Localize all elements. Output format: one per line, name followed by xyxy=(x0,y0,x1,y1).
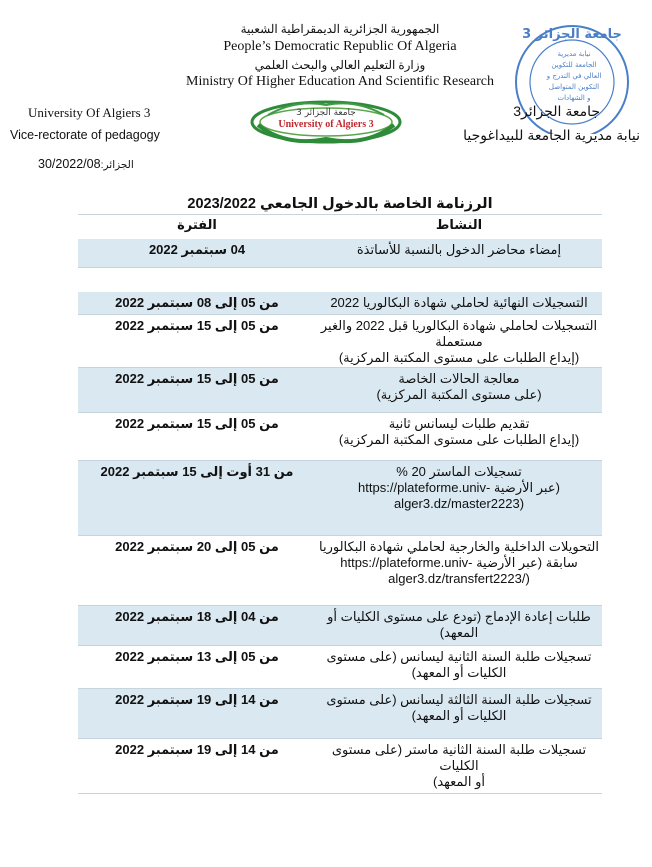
schedule-table xyxy=(78,215,602,794)
logo-text-arabic: جامعة الجزائر 3 xyxy=(296,108,356,118)
activity-line: (/alger3.dz/transfert2223 xyxy=(388,571,530,586)
activity-cell xyxy=(316,292,602,314)
ministry-name-english: Ministry Of Higher Education And Scientific Research xyxy=(186,74,494,89)
period-cell: من 05 إلى 13 سبتمبر 2022 xyxy=(115,649,279,664)
activity-cell xyxy=(316,646,602,688)
stamp-inner-line-5: و الشهادات xyxy=(557,94,591,102)
period-cell: من 05 إلى 20 سبتمبر 2022 xyxy=(115,539,279,554)
activity-line: معالجة الحالات الخاصة xyxy=(398,371,520,386)
table-spacer xyxy=(78,268,602,292)
activity-line: التسجيلات النهائية لحاملي شهادة البكالوريا 2022 xyxy=(330,295,588,310)
activity-cell xyxy=(316,739,602,793)
table-row xyxy=(78,368,602,413)
activity-line: تسجيلات طلبة السنة الثانية ليسانس (على مستوى xyxy=(326,649,592,664)
activity-line: إمضاء محاضر الدخول بالنسبة للأساتذة xyxy=(356,242,562,257)
activity-cell xyxy=(316,536,602,605)
activity-line: تسجيلات طلبة السنة الثانية ماستر (على مستوى الكليات xyxy=(331,742,587,773)
vice-rectorate-label: Vice-rectorate of pedagogy xyxy=(10,128,160,142)
activity-cell xyxy=(316,413,602,460)
activity-cell xyxy=(316,461,602,535)
period-cell: من 04 إلى 18 سبتمبر 2022 xyxy=(115,609,279,624)
table-row xyxy=(78,239,602,268)
period-cell: 04 سبتمبر 2022 xyxy=(148,242,246,257)
activity-line: (عبر الأرضية -https://plateforme.univ xyxy=(358,480,560,495)
document-date-value: 30/2022/08 xyxy=(38,157,101,171)
activity-line: مستعملة xyxy=(435,334,483,349)
stamp-inner-line-2: الجامعة للتكوين xyxy=(551,61,597,69)
table-row xyxy=(78,315,602,368)
department-name-arabic: نيابة مديرية الجامعة للبيداغوجيا xyxy=(463,127,640,143)
republic-name-english: People’s Democratic Republic Of Algeria xyxy=(223,39,457,54)
activity-line: الكليات أو المعهد) xyxy=(411,708,507,723)
column-header-activity: النشاط xyxy=(435,217,483,232)
logo-text-english: University of Algiers 3 xyxy=(278,119,374,130)
ministry-name-arabic: وزارة التعليم العالي والبحث العلمي xyxy=(254,58,426,72)
activity-cell xyxy=(316,239,602,267)
activity-line: (إيداع الطلبات على مستوى المكتبة المركزية) xyxy=(338,432,580,447)
stamp-inner-line-4: التكوين المتواصل xyxy=(548,83,600,91)
activity-line: (إيداع الطلبات على مستوى المكتبة المركزية) xyxy=(338,350,580,365)
period-cell: من 14 إلى 19 سبتمبر 2022 xyxy=(115,742,279,757)
activity-line: تقديم طلبات ليسانس ثانية xyxy=(388,416,530,431)
period-cell: من 31 أوت إلى 15 سبتمبر 2022 xyxy=(100,464,294,479)
table-row xyxy=(78,606,602,646)
table-row xyxy=(78,646,602,689)
table-row xyxy=(78,536,602,606)
university-name-arabic: جامعة الجزائر3 xyxy=(513,103,600,119)
period-cell: من 14 إلى 19 سبتمبر 2022 xyxy=(115,692,279,707)
university-name-english: University Of Algiers 3 xyxy=(28,105,151,120)
document-date xyxy=(38,157,134,171)
activity-cell xyxy=(316,689,602,738)
period-cell: من 05 إلى 15 سبتمبر 2022 xyxy=(115,416,279,431)
university-laurel-logo-icon xyxy=(246,95,406,147)
activity-line: (alger3.dz/master2223 xyxy=(393,496,525,511)
table-row xyxy=(78,689,602,739)
activity-line: (على مستوى المكتبة المركزية) xyxy=(376,387,542,402)
table-row xyxy=(78,739,602,794)
activity-cell xyxy=(316,606,602,645)
activity-cell xyxy=(316,368,602,412)
stamp-inner-line-3: العالي في التدرج و xyxy=(546,72,602,80)
period-cell: من 05 إلى 15 سبتمبر 2022 xyxy=(115,371,279,386)
activity-line: سابقة (عبر الأرضية -https://plateforme.univ xyxy=(340,555,578,570)
activity-cell xyxy=(316,315,602,367)
activity-line: الكليات أو المعهد) xyxy=(411,665,507,680)
column-header-period: الفترة xyxy=(177,217,217,232)
activity-line: المعهد) xyxy=(439,625,479,640)
republic-name-arabic: الجمهورية الجزائرية الديمقراطية الشعبية xyxy=(240,22,440,36)
activity-line: التسجيلات لحاملي شهادة البكالوريا قبل 2022 والغير xyxy=(320,318,598,333)
table-header-row xyxy=(78,215,602,235)
stamp-outer-text: جامعة الجزائر 3 xyxy=(522,27,622,42)
activity-line: طلبات إعادة الإدماج (تودع على مستوى الكليات أو xyxy=(327,609,591,624)
stamp-inner-line-1: نيابة مديرية xyxy=(557,50,591,58)
activity-line: تسجيلات طلبة السنة الثالثة ليسانس (على مستوى xyxy=(326,692,592,707)
activity-line: تسجيلات الماستر 20 % xyxy=(396,464,522,479)
period-cell: من 05 إلى 15 سبتمبر 2022 xyxy=(115,318,279,333)
calendar-title: الرزنامة الخاصة بالدخول الجامعي 2023/2022 xyxy=(187,196,493,212)
table-body xyxy=(78,239,602,794)
period-cell: من 05 إلى 08 سبتمبر 2022 xyxy=(115,295,279,310)
table-row xyxy=(78,461,602,536)
activity-line: التحويلات الداخلية والخارجية لحاملي شهادة البكالوريا xyxy=(319,539,599,554)
table-row xyxy=(78,413,602,461)
table-row xyxy=(78,292,602,315)
activity-line: أو المعهد) xyxy=(432,774,485,789)
document-date-label: الجزائر: xyxy=(100,159,134,171)
